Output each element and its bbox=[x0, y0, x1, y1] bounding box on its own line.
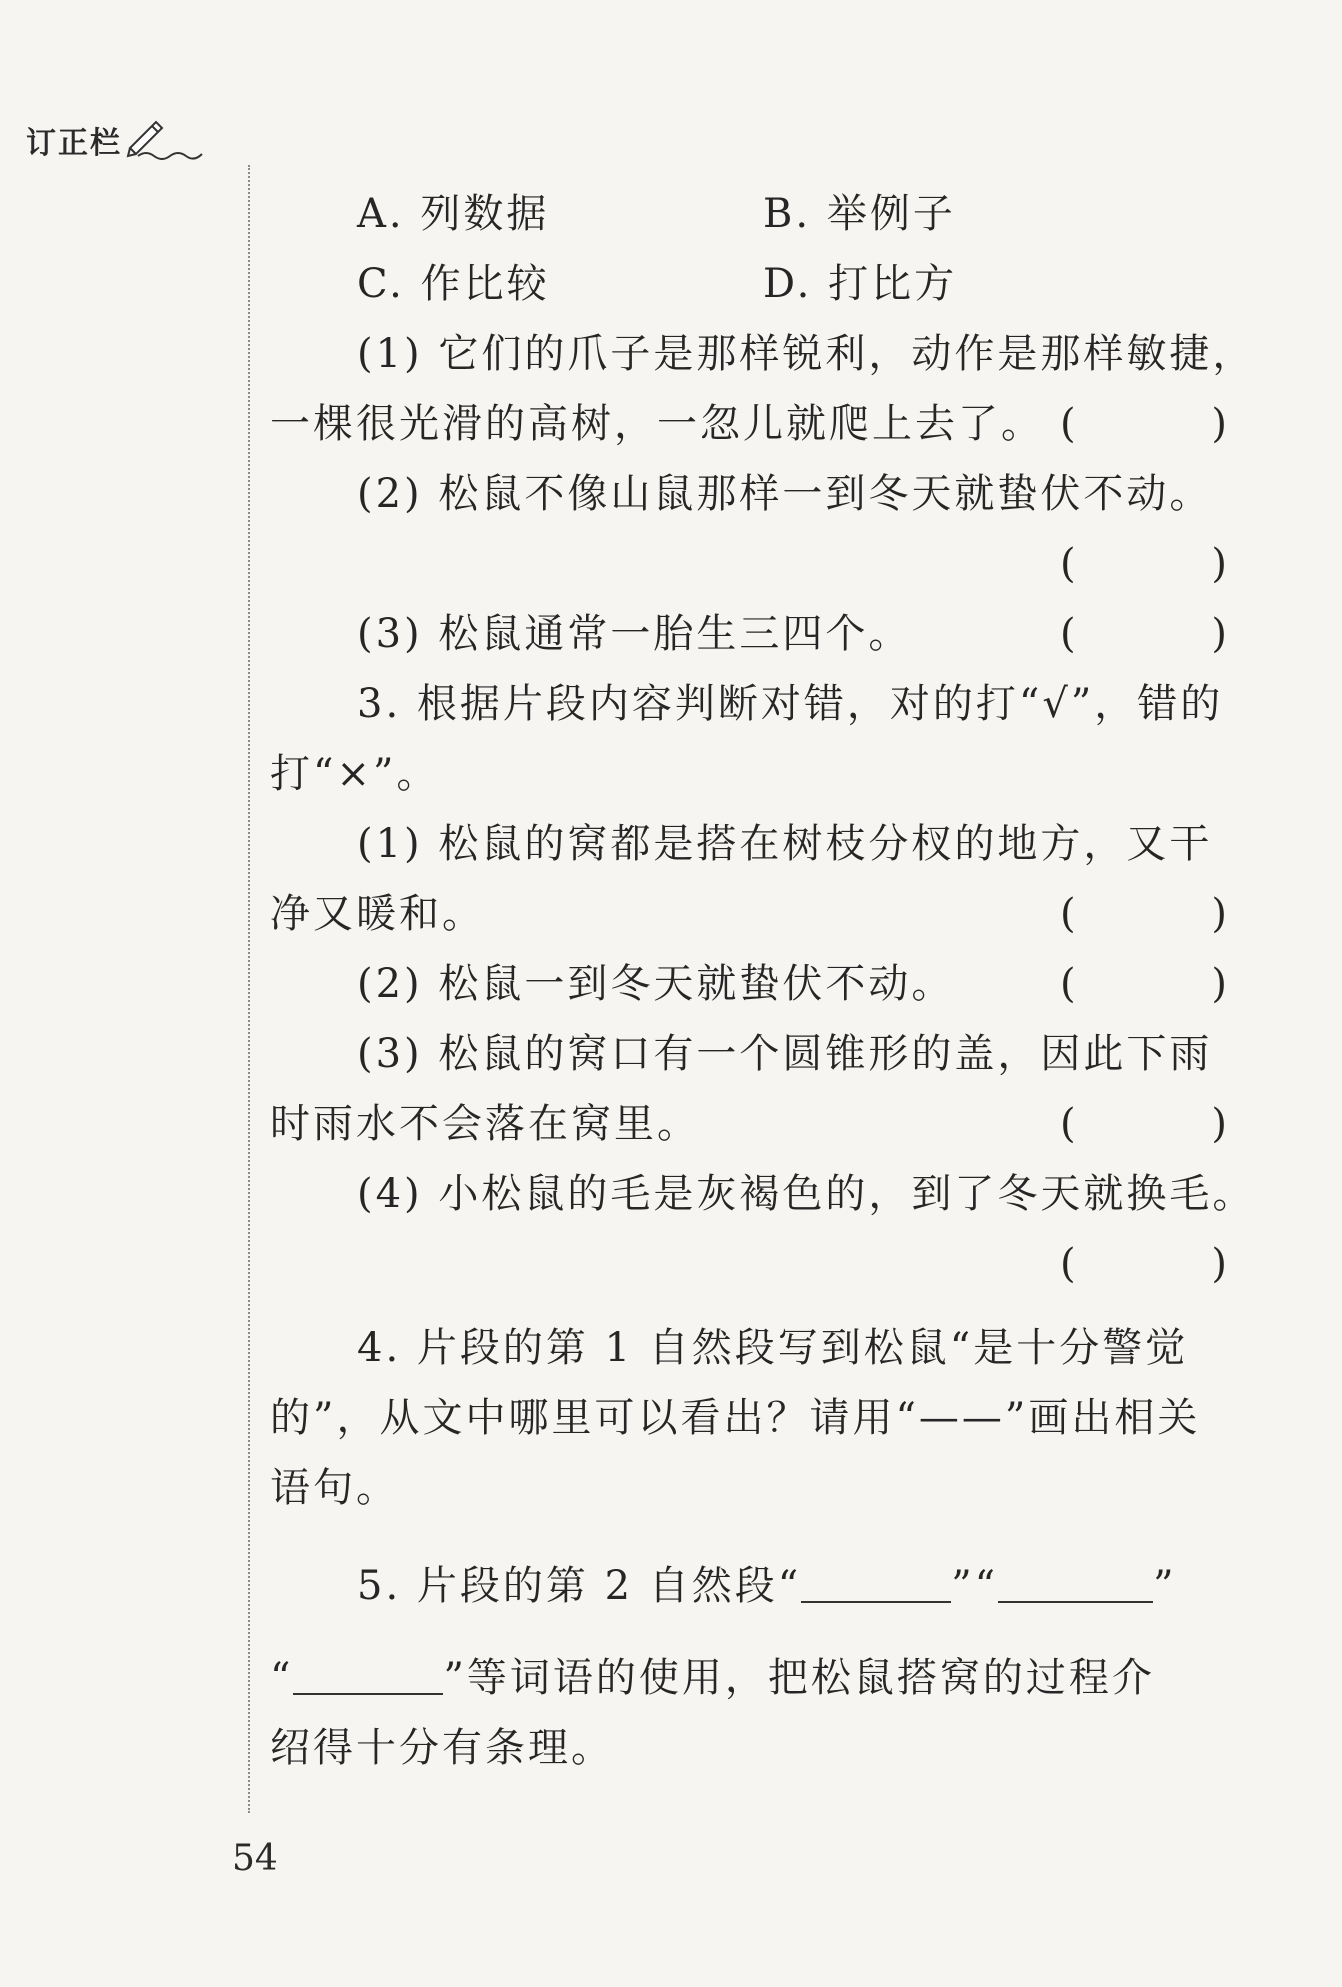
q5-line1 bbox=[270, 1560, 1317, 1612]
answer-parentheses: ( ) bbox=[1060, 1241, 1230, 1287]
options-row-1 bbox=[270, 188, 1230, 240]
answer-parentheses: ( ) bbox=[1060, 1101, 1230, 1147]
q5-text-part2: ”“ bbox=[951, 1563, 999, 1609]
answer-parentheses: ( ) bbox=[1060, 541, 1230, 587]
q3-item3-line2: 时雨水不会落在窝里。 bbox=[270, 1101, 700, 1147]
q3-stem-line1: 3. 根据片段内容判断对错，对的打“√”，错的 bbox=[357, 681, 1224, 727]
q3-item1-line2-row bbox=[270, 888, 1230, 940]
q5-blank-3[interactable] bbox=[293, 1657, 443, 1695]
q5-text-part1: 5. 片段的第 2 自然段“ bbox=[357, 1563, 802, 1609]
q5-blank-2[interactable] bbox=[998, 1565, 1153, 1603]
answer-parentheses: ( ) bbox=[1060, 401, 1230, 447]
q3-item1-line1: (1) 松鼠的窝都是搭在树枝分杈的地方，又干 bbox=[357, 821, 1213, 867]
q3-item1-line2: 净又暖和。 bbox=[270, 891, 485, 937]
q3-item4: (4) 小松鼠的毛是灰褐色的，到了冬天就换毛。 bbox=[357, 1171, 1256, 1217]
q3-item2: (2) 松鼠一到冬天就蛰伏不动。 bbox=[357, 961, 955, 1007]
pencil-icon bbox=[126, 120, 206, 160]
page-number: 54 bbox=[232, 1838, 278, 1879]
q3-item4-answer-row bbox=[270, 1238, 1230, 1290]
q2-item1-line2-row bbox=[270, 398, 1230, 450]
answer-parentheses: ( ) bbox=[1060, 891, 1230, 937]
q5-text-part5: ”等词语的使用，把松鼠搭窝的过程介 bbox=[443, 1655, 1155, 1701]
q3-item2-row bbox=[270, 958, 1230, 1010]
q2-item2: (2) 松鼠不像山鼠那样一到冬天就蛰伏不动。 bbox=[357, 471, 1213, 517]
q2-item2-answer-row bbox=[270, 538, 1230, 590]
option-d: D. 打比方 bbox=[763, 261, 958, 307]
options-row-2 bbox=[270, 258, 1230, 310]
option-a: A. 列数据 bbox=[357, 191, 550, 237]
q5-text-part3: ” bbox=[1153, 1563, 1177, 1609]
q5-blank-1[interactable] bbox=[801, 1565, 951, 1603]
q5-line3: 绍得十分有条理。 bbox=[270, 1725, 614, 1771]
option-c: C. 作比较 bbox=[357, 261, 550, 307]
q2-item1-line2: 一棵很光滑的高树，一忽儿就爬上去了。 bbox=[270, 401, 1044, 447]
correction-column-label: 订正栏 bbox=[26, 126, 122, 161]
q2-item1-line1: (1) 它们的爪子是那样锐利，动作是那样敏捷， bbox=[357, 331, 1256, 377]
q3-stem-line2: 打“×”。 bbox=[270, 751, 440, 797]
q4-line3: 语句。 bbox=[270, 1465, 399, 1511]
q5-line2 bbox=[270, 1652, 1230, 1704]
answer-parentheses: ( ) bbox=[1060, 961, 1230, 1007]
answer-parentheses: ( ) bbox=[1060, 611, 1230, 657]
q5-text-part4: “ bbox=[270, 1655, 294, 1701]
option-b: B. 举例子 bbox=[763, 191, 956, 237]
q4-line1: 4. 片段的第 1 自然段写到松鼠“是十分警觉 bbox=[357, 1325, 1189, 1371]
correction-margin-dotted-line bbox=[248, 165, 250, 1813]
q4-line2: 的”，从文中哪里可以看出？请用“——”画出相关 bbox=[270, 1395, 1201, 1441]
q2-item3-row bbox=[270, 608, 1230, 660]
q2-item3: (3) 松鼠通常一胎生三四个。 bbox=[357, 611, 912, 657]
q3-item3-line2-row bbox=[270, 1098, 1230, 1150]
q3-item3-line1: (3) 松鼠的窝口有一个圆锥形的盖，因此下雨 bbox=[357, 1031, 1213, 1077]
correction-column-header bbox=[26, 118, 206, 162]
